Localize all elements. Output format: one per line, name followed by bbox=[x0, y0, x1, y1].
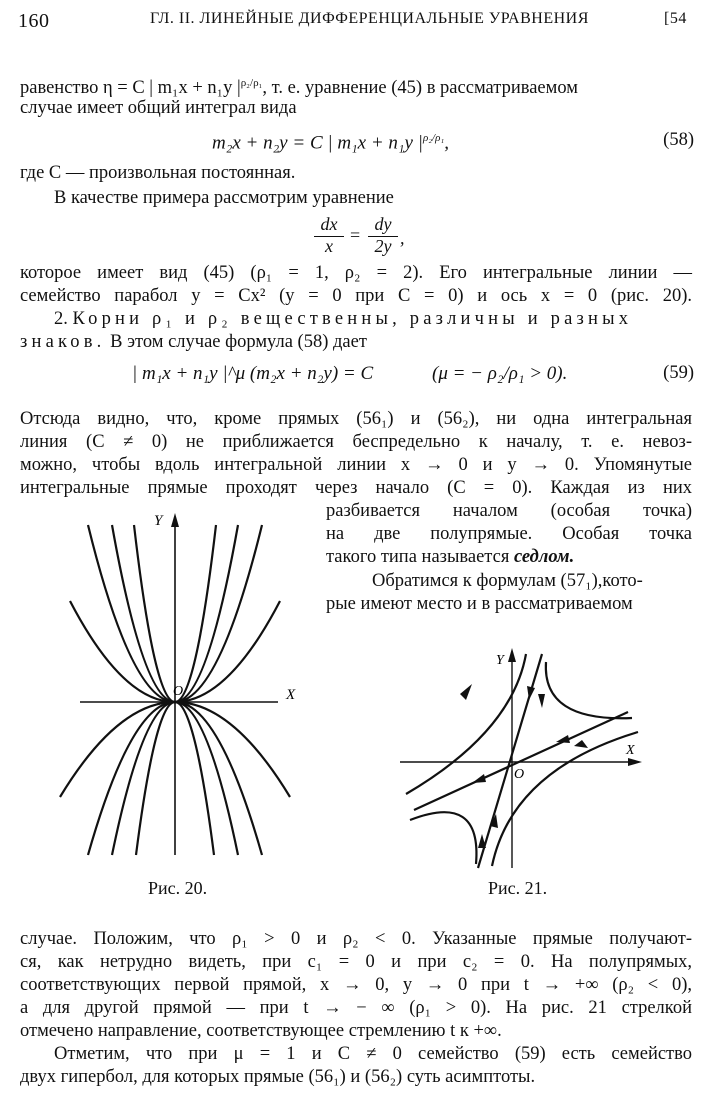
x-axis-arrow bbox=[628, 758, 642, 766]
figure-21-caption: Рис. 21. bbox=[488, 878, 548, 898]
figure-21 bbox=[392, 642, 652, 872]
numerator: dx bbox=[320, 214, 338, 234]
comma: , bbox=[400, 228, 405, 248]
equation-59: | m₁x + n₁y |^μ (m₂x + n₂y) = C bbox=[132, 363, 374, 384]
text-line-8 bbox=[20, 331, 692, 353]
numerator: dy bbox=[374, 214, 392, 234]
text-line-10: линия (C ≠ 0) не приближается беспредельно к началу, т. е. невоз- bbox=[20, 432, 692, 452]
figure-20 bbox=[40, 505, 310, 865]
y-axis-label: Y bbox=[496, 653, 504, 668]
equation-text: m₂x + n₂y = C | m₁x + n₁y | bbox=[212, 132, 423, 154]
denominator: x bbox=[325, 236, 333, 256]
spaced-heading: знаков. bbox=[20, 332, 106, 352]
text-line-11: можно, чтобы вдоль интегральной линии x → 0 и y → 0. Упомянутые bbox=[20, 455, 692, 475]
direction-arrow bbox=[460, 684, 472, 700]
direction-arrow bbox=[556, 735, 570, 743]
y-axis-arrow bbox=[171, 513, 179, 527]
text-line-14: ся, как нетрудно видеть, при c₁ = 0 и при c₂ = 0. На полупрямых, bbox=[20, 952, 692, 972]
hyperbola-branch bbox=[492, 732, 638, 866]
text-line-1 bbox=[20, 72, 692, 99]
direction-arrow bbox=[478, 834, 486, 848]
x-axis-label: X bbox=[286, 687, 296, 703]
text-line-2: случае имеет общий интеграл вида bbox=[20, 98, 297, 118]
text-line-4: В качестве примера рассмотрим уравнение bbox=[54, 188, 394, 208]
running-title: ГЛ. II. ЛИНЕЙНЫЕ ДИФФЕРЕНЦИАЛЬНЫЕ УРАВНЕНИЯ bbox=[150, 10, 589, 27]
text-line-12: интегральные прямые проходят через начало (C = 0). Каждая из них bbox=[20, 478, 692, 498]
item-number: 2. bbox=[54, 309, 68, 329]
text-line-17: отмечено направление, соответствующее стремлению t к +∞. bbox=[20, 1021, 502, 1041]
origin-label: O bbox=[173, 684, 184, 699]
text-line-5: которое имеет вид (45) (ρ₁ = 1, ρ₂ = 2). Его интегральные линии — bbox=[20, 263, 692, 283]
denominator: 2y bbox=[374, 236, 392, 256]
text-line-15: соответствующих первой прямой, x → 0, y → 0 при t → +∞ (ρ₂ < 0), bbox=[20, 975, 692, 995]
y-axis-arrow bbox=[508, 648, 516, 662]
text-span: равенство η = C | m₁x + n₁y | bbox=[20, 78, 241, 99]
hyperbola-branch bbox=[406, 654, 526, 794]
text-line-7 bbox=[20, 308, 692, 330]
direction-arrow bbox=[538, 694, 545, 708]
text-right-5: рые имеют место и в рассматриваемом bbox=[326, 594, 633, 614]
text-span: , т. е. уравнение (45) в рассматриваемом bbox=[262, 78, 578, 99]
direction-arrow bbox=[574, 740, 588, 748]
figure-20-caption: Рис. 20. bbox=[148, 878, 208, 898]
hyperbola-branch bbox=[410, 812, 476, 864]
text-line-3: где C — произвольная постоянная. bbox=[20, 163, 296, 183]
equation-number-58: (58) bbox=[663, 130, 694, 150]
equation-59-condition: (μ = − ρ₂/ρ₁ > 0). bbox=[432, 363, 568, 384]
text-right-1: разбивается началом (особая точка) bbox=[326, 501, 692, 521]
exponent: ρ₂/ρ₁ bbox=[240, 77, 263, 89]
text-line-9: Отсюда видно, что, кроме прямых (56₁) и (56₂), ни одна интегральная bbox=[20, 409, 692, 429]
equation-number-59: (59) bbox=[663, 363, 694, 383]
hyperbola-branch bbox=[546, 662, 632, 718]
exponent: ρ₂/ρ₁ bbox=[422, 132, 445, 144]
spaced-heading: Корни ρ₁ и ρ₂ вещественны, различны и разных bbox=[72, 309, 633, 329]
text-right-4: Обратимся к формулам (57₁),кото- bbox=[372, 571, 643, 591]
equation-58 bbox=[212, 132, 449, 154]
text-line-6: семейство парабол y = Cx² (y = 0 при C = 0) и ось x = 0 (рис. 20). bbox=[20, 286, 692, 306]
text-right-2: на две полупрямые. Особая точка bbox=[326, 524, 692, 544]
x-axis-label: X bbox=[626, 743, 635, 758]
equation-text: , bbox=[444, 132, 449, 154]
text-right-3 bbox=[326, 546, 692, 568]
direction-arrow bbox=[472, 774, 486, 783]
text-line-18: Отметим, что при μ = 1 и C ≠ 0 семейство (59) есть семейство bbox=[54, 1044, 692, 1064]
origin-label: O bbox=[514, 767, 525, 782]
text-span: такого типа называется bbox=[326, 547, 514, 567]
section-mark: [54 bbox=[664, 10, 687, 27]
separatrix-2 bbox=[478, 654, 542, 868]
y-axis-label: Y bbox=[154, 513, 163, 529]
equals-sign: = bbox=[350, 225, 361, 245]
text-line-19: двух гипербол, для которых прямые (56₁) и (56₂) суть асимптоты. bbox=[20, 1067, 536, 1087]
text-line-13: случае. Положим, что ρ₁ > 0 и ρ₂ < 0. Указанные прямые получают- bbox=[20, 929, 692, 949]
text-span: В этом случае формула (58) дает bbox=[105, 332, 367, 352]
term-saddle: седлом. bbox=[513, 547, 575, 567]
text-line-16: а для другой прямой — при t → − ∞ (ρ₁ > 0). На рис. 21 стрелкой bbox=[20, 998, 692, 1018]
page-number: 160 bbox=[18, 10, 50, 32]
